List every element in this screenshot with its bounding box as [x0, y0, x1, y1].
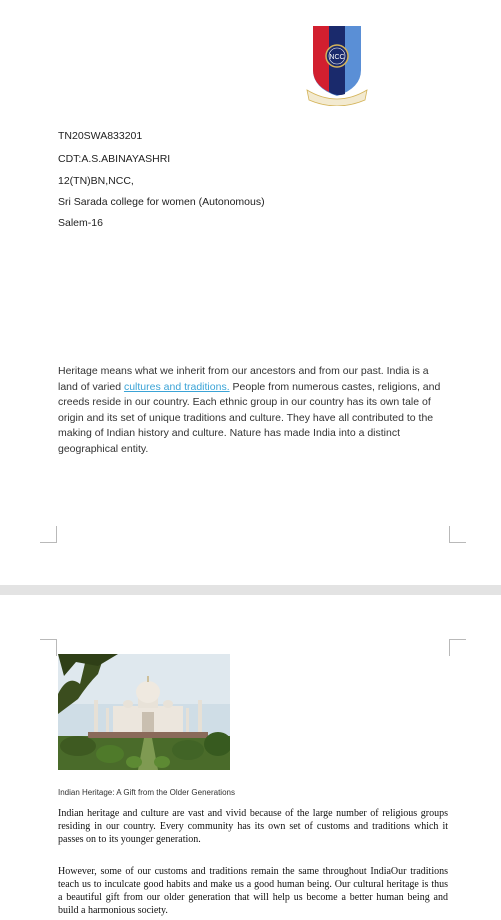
crop-mark-bottom-left [40, 526, 57, 543]
taj-mahal-image [58, 654, 230, 770]
intro-text-start: Heritage means what we inherit from our ancestors and from our past. India is a land of varied [58, 365, 429, 393]
battalion: 12(TN)BN,NCC, [58, 175, 134, 187]
intro-text-end: People from numerous castes, religions, and creeds reside in our country. Each ethnic group in our country has its own tale of origin and its set of unique traditions and culture. They have all contributed to the making of Indian history and culture. Nature has made India into a distinct geographical entity. [58, 380, 441, 455]
body-paragraph-2: However, some of our customs and traditions remain the same throughout IndiaOur traditions teach us to inculcate good habits and make us a good human being. Our cultural heritage is thus a beautiful gift from our older generation that will help us become a better human being and build a harmonious society. [58, 866, 448, 916]
cadet-id: TN20SWA833201 [58, 130, 143, 142]
crop-mark-top-right [449, 639, 466, 656]
intro-paragraph [58, 364, 446, 457]
city: Salem-16 [58, 217, 103, 229]
image-caption: Indian Heritage: A Gift from the Older Generations [58, 788, 235, 797]
body-paragraph-1: Indian heritage and culture are vast and vivid because of the large number of religious groups residing in our country. Every community has its own set of customs and traditions which it passes on to its younger generation. [58, 808, 448, 845]
cultures-link[interactable]: cultures and traditions. [123, 380, 230, 393]
cadet-name: CDT:A.S.ABINAYASHRI [58, 153, 171, 165]
college-name: Sri Sarada college for women (Autonomous) [58, 196, 265, 208]
document-page-2 [0, 595, 501, 920]
logo-text: NCC [329, 54, 345, 61]
crop-mark-top-left [40, 639, 57, 656]
crop-mark-bottom-right [449, 526, 466, 543]
ncc-logo [303, 20, 371, 106]
